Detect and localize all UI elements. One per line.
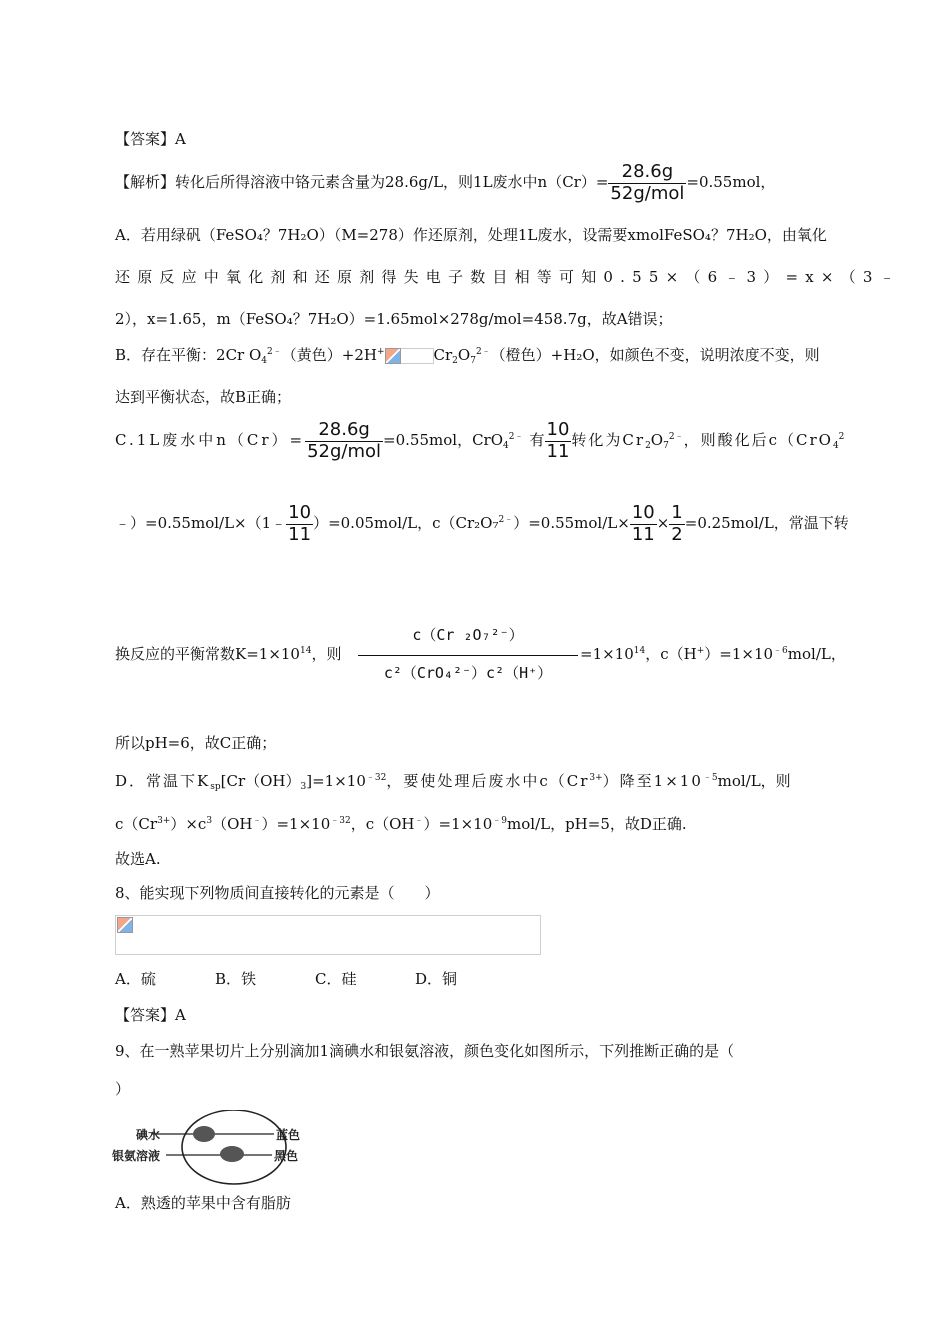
question-8-stem: 8、能实现下列物质间直接转化的元素是（ ）	[115, 884, 440, 902]
q8-option-b: B．铁	[215, 970, 257, 988]
subscript: sp	[210, 782, 221, 792]
superscript: ﹣32	[330, 816, 351, 826]
fraction-denominator: 11	[631, 523, 655, 545]
equilibrium-numerator: c（Cr ₂O₇²⁻）	[358, 624, 578, 656]
option-c-text-4b: O	[650, 431, 664, 450]
option-b-text-1: B．存在平衡：2Cr O	[115, 346, 262, 364]
superscript: +	[696, 646, 705, 656]
fraction-numerator: 10	[546, 419, 570, 440]
broken-image-icon	[385, 348, 401, 364]
fraction-numerator: 28.6g	[608, 162, 686, 184]
option-c-l3-text-e: ）=1×10	[704, 645, 774, 663]
silver-ammonia-spot	[220, 1146, 244, 1162]
subscript: 4	[832, 441, 839, 452]
superscript: 2﹣	[668, 432, 684, 443]
fraction-one-half	[669, 503, 684, 545]
option-b-line-1	[115, 344, 820, 365]
superscript: ﹣9	[492, 816, 508, 826]
answer-label: 【答案】A	[115, 130, 186, 148]
fraction-ten-elevenths-2	[286, 503, 313, 545]
analysis-intro-end: =0.55mol，	[686, 173, 776, 192]
option-c-line-1	[115, 420, 844, 462]
fraction-numerator: 10	[631, 502, 655, 523]
option-b-text-3b: O	[457, 346, 471, 364]
fraction-ten-elevenths-3	[630, 503, 657, 545]
fraction-denominator: 52g/mol	[307, 440, 382, 462]
option-b-line-2: 达到平衡状态，故B正确；	[115, 388, 292, 406]
option-c-text-1: C.1L废水中n（Cr）=	[115, 431, 306, 450]
superscript: +	[376, 347, 385, 357]
option-c-text-3: 有	[529, 431, 545, 450]
option-d-text-f: mol/L，则	[717, 772, 791, 790]
option-c-line-2	[115, 503, 849, 545]
option-d-l2-g: mol/L，pH=5，故D正确.	[507, 815, 687, 833]
superscript: 3	[206, 816, 213, 826]
missing-arrow-placeholder	[400, 348, 434, 364]
label-silver-ammonia: 银氨溶液	[112, 1149, 161, 1163]
q8-option-d: D．铜	[415, 970, 458, 988]
times-sign: ×	[656, 514, 670, 533]
option-c-l3-text-d: ，c（H	[645, 645, 697, 663]
option-c-l2-text-b: ）=0.05mol/L，c（Cr₂O₇	[313, 514, 499, 533]
option-c-l2-text-a: ﹣）=0.55mol/L×（1﹣	[115, 514, 287, 533]
option-d-text-b: [Cr（OH）	[220, 772, 301, 790]
apple-slice-figure	[112, 1110, 307, 1188]
label-iodine: 碘水	[136, 1128, 161, 1142]
superscript: 3+	[589, 773, 603, 783]
option-a-line-2-text: 还原反应中氧化剂和还原剂得失电子数目相等可知0.55×（6﹣3）=x×（3﹣	[115, 268, 902, 286]
option-a-line-1: A．若用绿矾（FeSO₄？7H₂O）（M=278）作还原剂，处理1L废水，设需要xmolFeSO₄？7H₂O，由氧化	[115, 226, 827, 244]
fraction-numerator: 10	[288, 502, 312, 523]
superscript: ﹣	[414, 816, 424, 826]
option-d-l2-a: c（Cr	[115, 815, 158, 833]
label-blue: 蓝色	[276, 1128, 301, 1142]
label-black: 黑色	[274, 1149, 299, 1163]
superscript: 2﹣	[508, 432, 524, 443]
option-d-text-a: D．常温下K	[115, 772, 211, 790]
option-d-l2-f: ）=1×10	[423, 815, 493, 833]
equilibrium-denominator: c²（CrO₄²⁻）c²（H⁺）	[383, 664, 553, 682]
option-d-text-c: ]=1×10	[306, 772, 366, 790]
option-b-text-2: （黄色）+2H	[281, 346, 377, 364]
superscript: 2	[838, 432, 845, 443]
option-d-l2-c: （OH	[212, 815, 253, 833]
fraction-numerator: 1	[671, 502, 683, 523]
fraction-denominator: 2	[671, 523, 683, 545]
subscript: 7	[663, 441, 669, 452]
superscript: ﹣5	[702, 773, 718, 783]
option-c-text-4: 转化为Cr	[571, 431, 646, 450]
superscript: 2﹣	[498, 515, 514, 526]
subscript: 2	[645, 441, 651, 452]
superscript: 14	[633, 646, 646, 656]
subscript: 7	[470, 356, 476, 366]
question-8-image-placeholder	[115, 915, 541, 955]
option-c-l3-text-a: 换反应的平衡常数K=1×10	[115, 645, 300, 663]
option-d-line-1	[115, 770, 791, 791]
q8-option-a: A．硫	[115, 970, 156, 988]
option-c-line-3-right	[580, 643, 846, 664]
analysis-intro-text: 转化后所得溶液中铬元素含量为28.6g/L，则1L废水中n（Cr）=	[175, 173, 609, 192]
fraction-denominator: 11	[546, 440, 570, 462]
question-8-answer: 【答案】A	[115, 1006, 186, 1024]
superscript: 2﹣	[475, 347, 491, 357]
superscript: ﹣32	[365, 773, 387, 783]
option-d-text-e: ）降至1×10	[602, 772, 703, 790]
option-c-line-3-left	[115, 643, 341, 664]
iodine-spot	[193, 1126, 215, 1142]
fraction-cr-content	[608, 162, 686, 204]
fraction-cr-content-2	[305, 420, 383, 462]
question-8-options	[115, 968, 515, 989]
conclusion: 故选A.	[115, 850, 161, 868]
option-c-text-2: =0.55mol，CrO	[383, 431, 504, 450]
question-9-stem: 9、在一熟苹果切片上分别滴加1滴碘水和银氨溶液，颜色变化如图所示，下列推断正确的是（	[115, 1042, 735, 1060]
option-c-l3-text-c: =1×10	[580, 645, 634, 663]
subscript: 3	[300, 782, 307, 792]
q8-option-c: C．硅	[315, 970, 357, 988]
superscript: ﹣	[252, 816, 262, 826]
option-c-l3-text-b: ，则	[311, 645, 342, 663]
fraction-ten-elevenths	[545, 420, 572, 462]
option-d-l2-d: ）=1×10	[261, 815, 331, 833]
subscript: 2	[452, 356, 458, 366]
question-9-option-a: A．熟透的苹果中含有脂肪	[115, 1194, 291, 1212]
fraction-denominator: 11	[288, 523, 312, 545]
superscript: 3+	[157, 816, 171, 826]
question-9-stem-end: ）	[115, 1080, 131, 1098]
subscript: 4	[503, 441, 509, 452]
option-b-text-4: （橙色）+H₂O，如颜色不变，说明浓度不变，则	[490, 346, 820, 364]
equilibrium-constant-expression	[358, 624, 578, 683]
option-a-line-3: 2），x=1.65，m（FeSO₄？7H₂O）=1.65mol×278g/mol=458.7g，故A错误；	[115, 310, 673, 328]
option-c-text-5: ，则酸化后c（CrO	[683, 431, 833, 450]
fraction-denominator: 52g/mol	[610, 182, 685, 204]
option-c-l2-text-d: =0.25mol/L，常温下转	[684, 514, 849, 533]
option-d-l2-e: ，c（OH	[350, 815, 415, 833]
superscript: 2﹣	[267, 347, 282, 357]
option-b-text-3: Cr	[433, 346, 453, 364]
option-d-line-2	[115, 813, 687, 834]
option-d-text-d: ，要使处理后废水中c（Cr	[386, 772, 590, 790]
option-d-l2-b: ）×c	[170, 815, 207, 833]
superscript: 14	[299, 646, 312, 656]
broken-image-icon	[117, 917, 133, 933]
option-c-line-4: 所以pH=6，故C正确；	[115, 734, 277, 752]
superscript: ﹣6	[773, 646, 788, 656]
option-a-line-2	[115, 266, 902, 287]
fraction-numerator: 28.6g	[305, 420, 383, 442]
analysis-label: 【解析】	[115, 173, 176, 192]
option-c-l3-text-f: mol/L，	[787, 645, 846, 663]
analysis-intro-line	[115, 162, 775, 204]
subscript: 4	[261, 356, 268, 366]
option-c-l2-text-c: ）=0.55mol/L×	[513, 514, 630, 533]
